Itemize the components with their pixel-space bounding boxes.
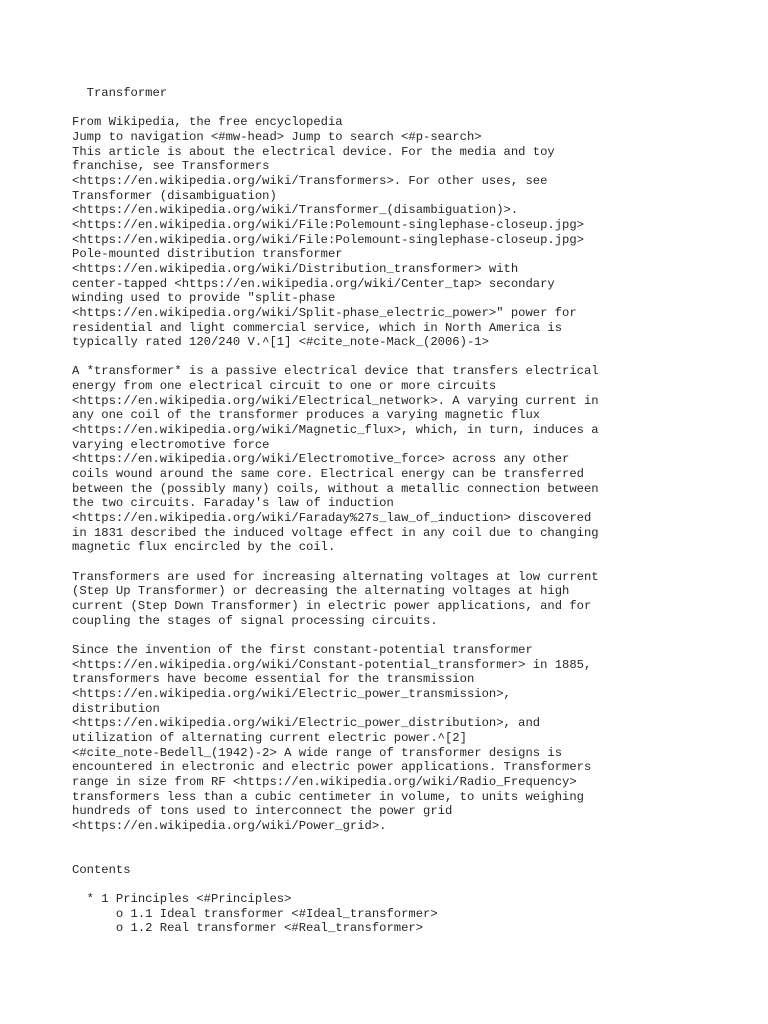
- intro-block: From Wikipedia, the free encyclopedia Jump to navigation <#mw-head> Jump to search <#p-search> This article is about the electrical device. For the media and toy franchise, see Transformers <https://en.wikipedia.org/wiki/Transformers>. For other uses, see Transformer (disambiguation) <https://en.wikipedia.org/wiki/Transformer_(disambiguation)>. <https://en.wikipedia.org/wiki/File:Polemount-singlephase-closeup.jpg> <https://en.wikipedia.org/wiki/File:Polemount-singlephase-closeup.jpg> Pole-mounted distribution transformer <https://en.wikipedia.org/wiki/Distribution_transformer> with center-tapped <https://en.wikipedia.org/wiki/Center_tap> secondary winding used to provide "split-phase <https://en.wikipedia.org/wiki/Split-phase_electric_power>" power for residential and light commercial service, which in North America is typically rated 120/240 V.^[1] <#cite_note-Mack_(2006)-1>: [72, 115, 584, 350]
- document-page: [72, 86, 752, 936]
- paragraph-history: Since the invention of the first constant-potential transformer <https://en.wikipedia.org/wiki/Constant-potential_transformer> in 1885, transformers have become essential for the transmission <https://en.wikipedia.org/wiki/Electric_power_transmission>, distribution <https://en.wikipedia.org/wiki/Electric_power_distribution>, and utilization of alternating current electric power.^[2] <#cite_note-Bedell_(1942)-2> A wide range of transformer designs is encountered in electronic and electric power applications. Transformers range in size from RF <https://en.wikipedia.org/wiki/Radio_Frequency> transformers less than a cubic centimeter in volume, to units weighing hundreds of tons used to interconnect the power grid <https://en.wikipedia.org/wiki/Power_grid>.: [72, 642, 592, 833]
- blank-line: [72, 350, 752, 365]
- blank-line: [72, 555, 752, 570]
- title-line: Transformer: [72, 86, 168, 100]
- blank-line: [72, 101, 752, 116]
- contents-list: * 1 Principles <#Principles> o 1.1 Ideal transformer <#Ideal_transformer> o 1.2 Real transformer <#Real_transformer>: [86, 892, 438, 936]
- paragraph-definition: A *transformer* is a passive electrical device that transfers electrical energy from one electrical circuit to one or more circuits <https://en.wikipedia.org/wiki/Electrical_network>. A varying current in any one coil of the transformer produces a varying magnetic flux <https://en.wikipedia.org/wiki/Magnetic_flux>, which, in turn, induces a varying electromotive force <https://en.wikipedia.org/wiki/Electromotive_force> across any other coils wound around the same core. Electrical energy can be transferred between the (possibly many) coils, without a metallic connection between the two circuits. Faraday's law of induction <https://en.wikipedia.org/wiki/Faraday%27s_law_of_induction> discovered in 1831 described the induced voltage effect in any coil due to changing magnetic flux encircled by the coil.: [72, 364, 599, 555]
- blank-line: [72, 877, 752, 892]
- paragraph-uses: Transformers are used for increasing alternating voltages at low current (Step Up Transformer) or decreasing the alternating voltages at high current (Step Down Transformer) in electric power applications, and for coupling the stages of signal processing circuits.: [72, 569, 599, 628]
- contents-heading: Contents: [72, 862, 131, 877]
- blank-line: [72, 848, 752, 863]
- blank-line: [72, 833, 752, 848]
- blank-line: [72, 628, 752, 643]
